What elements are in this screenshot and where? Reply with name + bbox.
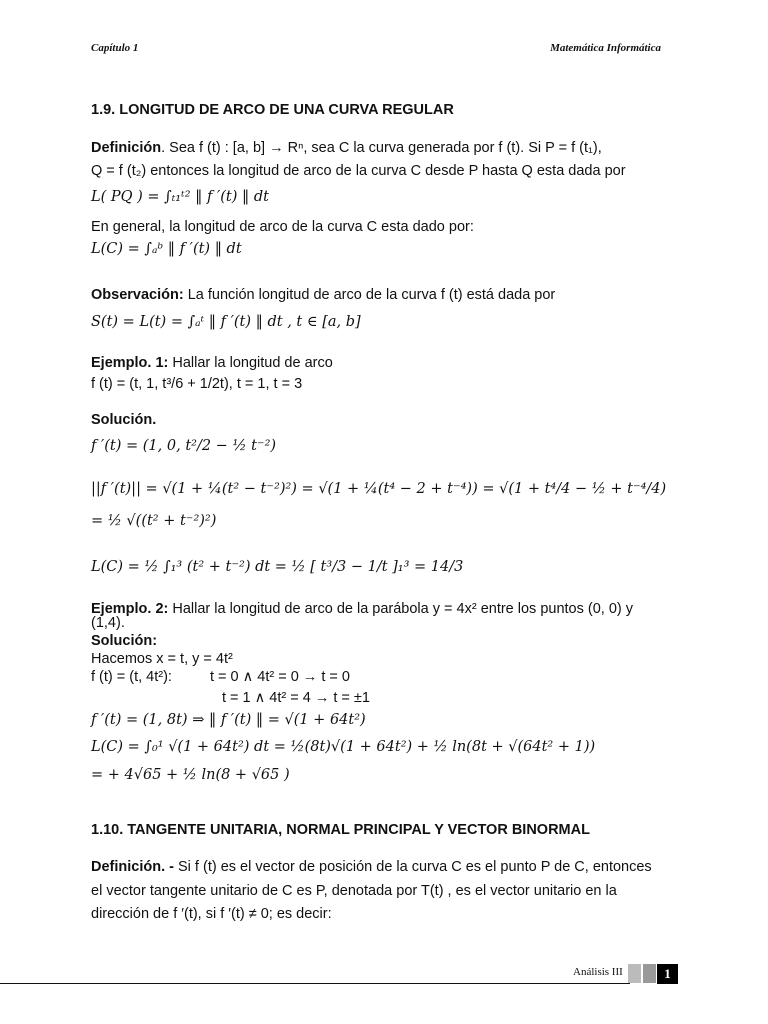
ejemplo2-text: Hallar la longitud de arco de la parábola y = 4x² entre los puntos (0, 0) y	[168, 601, 634, 617]
ejemplo2-t-equals-1: t = 1 ∧ 4t² = 4 → t = ±1	[222, 690, 370, 706]
formula-arc-length-pq: L( PQ ) = ∫ₜ₁ᵗ² ‖ f ′(t) ‖ dt	[91, 189, 269, 205]
ejemplo2-result: = + 4√65 + ½ ln(8 + √65 )	[91, 767, 290, 783]
footer-divider	[0, 983, 630, 984]
definicion-text-1: . Sea f (t) : [a, b] → Rⁿ, sea C la curva generada por f (t). Si P = f (t₁),	[161, 140, 602, 156]
observacion-line-1	[91, 286, 555, 304]
definicion2-line-2: el vector tangente unitario de C es P, denotada por T(t) , es el vector unitario en la	[91, 883, 617, 899]
footer-decor-box-light	[628, 964, 641, 983]
ejemplo2-label: Ejemplo. 2:	[91, 601, 169, 617]
definicion2-label: Definición. -	[91, 859, 174, 875]
definicion-line-4: En general, la longitud de arco de la curva C esta dado por:	[91, 219, 474, 235]
ejemplo2-curve: f (t) = (t, 4t²): t = 0 ∧ 4t² = 0 → t = 0	[91, 669, 350, 685]
ejemplo1-text: Hallar la longitud de arco	[168, 355, 333, 371]
ejemplo1-norm-simplified: = ½ √((t² + t⁻²)²)	[91, 513, 217, 529]
definicion-label: Definición	[91, 140, 162, 156]
ejemplo1-norm: ||f ′(t)|| = √(1 + ¼(t² − t⁻²)²) = √(1 + ¼(t⁴ − 2 + t⁻⁴)) = √(1 + t⁴/4 − ½ + t⁻⁴/4)	[91, 481, 667, 497]
ejemplo2-derivative: f ′(t) = (1, 8t) ⇒ ‖ f ′(t) ‖ = √(1 + 64t²)	[91, 712, 366, 728]
section-title-1-10: 1.10. TANGENTE UNITARIA, NORMAL PRINCIPAL Y VECTOR BINORMAL	[91, 822, 590, 838]
ejemplo1-line	[91, 354, 333, 372]
definicion2-line-3: dirección de f ′(t), si f ′(t) ≠ 0; es decir:	[91, 906, 332, 922]
ejemplo1-derivative: f ′(t) = (1, 0, t²/2 − ½ t⁻²)	[91, 438, 277, 454]
footer-decor-box-dark	[643, 964, 656, 983]
ejemplo1-curve: f (t) = (t, 1, t³/6 + 1/2t), t = 1, t = 3	[91, 376, 303, 392]
section-title-1-9: 1.9. LONGITUD DE ARCO DE UNA CURVA REGULAR	[91, 102, 454, 118]
ejemplo2-substitution: Hacemos x = t, y = 4t²	[91, 651, 233, 667]
footer-course: Análisis III	[573, 966, 623, 978]
ejemplo1-label: Ejemplo. 1:	[91, 355, 169, 371]
ejemplo1-result: L(C) = ½ ∫₁³ (t² + t⁻²) dt = ½ [ t³/3 − 1/t ]₁³ = 14/3	[91, 559, 464, 575]
definicion-line-2: Q = f (t₂) entonces la longitud de arco de la curva C desde P hasta Q esta dada por	[91, 163, 626, 179]
page-number: 1	[657, 964, 678, 984]
formula-arc-length-c: L(C) = ∫ₐᵇ ‖ f ′(t) ‖ dt	[91, 241, 242, 257]
header-chapter: Capítulo 1	[91, 42, 139, 54]
observacion-text: La función longitud de arco de la curva f (t) está dada por	[183, 287, 556, 303]
ejemplo2-integral: L(C) = ∫₀¹ √(1 + 64t²) dt = ½(8t)√(1 + 64t²) + ½ ln(8t + √(64t² + 1))	[91, 739, 596, 755]
ejemplo2-solution-label: Solución:	[91, 633, 158, 649]
definicion2-text-1: Si f (t) es el vector de posición de la curva C es el punto P de C, entonces	[173, 859, 652, 875]
definicion-line-1	[91, 139, 602, 157]
observacion-label: Observación:	[91, 287, 184, 303]
ejemplo2-line	[91, 600, 633, 618]
ejemplo1-solution-label: Solución.	[91, 412, 157, 428]
definicion2-line-1	[91, 858, 652, 876]
header-course: Matemática Informática	[550, 42, 661, 54]
ejemplo2-points: (1,4).	[91, 615, 125, 631]
formula-arc-length-function: S(t) = L(t) = ∫ₐᵗ ‖ f ′(t) ‖ dt , t ∈ [a, b]	[91, 314, 361, 330]
